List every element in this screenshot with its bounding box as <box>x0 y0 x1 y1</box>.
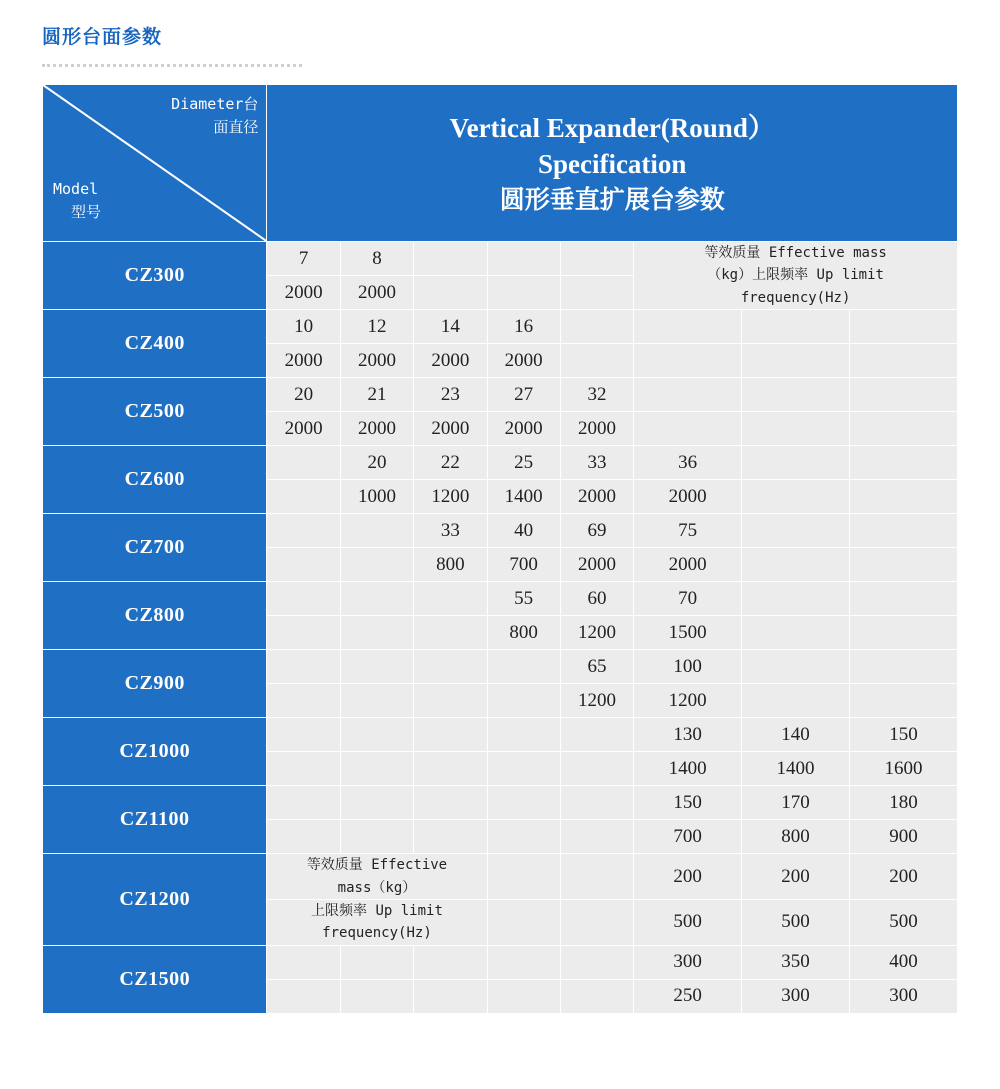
mass-value <box>487 945 560 979</box>
mass-value: 33 <box>560 446 633 480</box>
freq-value <box>267 548 340 582</box>
mass-value: 36 <box>634 446 742 480</box>
freq-value: 2000 <box>414 344 487 378</box>
legend-note-line1: 等效质量 Effective mass <box>704 245 887 261</box>
freq-value: 2000 <box>487 412 560 446</box>
freq-value <box>487 276 560 310</box>
freq-value: 1400 <box>487 480 560 514</box>
freq-value <box>560 820 633 854</box>
spec-table-container <box>42 84 958 1014</box>
freq-value: 1500 <box>634 616 742 650</box>
legend-note-mass-line2: mass（kg） <box>337 879 417 896</box>
header-title-cell <box>267 85 958 242</box>
freq-value: 1200 <box>560 684 633 718</box>
legend-note-mass-line1: 等效质量 Effective <box>306 857 448 874</box>
freq-value: 2000 <box>267 276 340 310</box>
mass-value <box>267 945 340 979</box>
mass-value: 12 <box>340 310 413 344</box>
freq-value: 2000 <box>560 412 633 446</box>
freq-value: 300 <box>850 979 958 1013</box>
model-label: CZ600 <box>43 446 267 514</box>
mass-value <box>850 514 958 548</box>
mass-value <box>487 786 560 820</box>
header-diameter-line1: Diameter台 <box>171 95 259 113</box>
freq-value <box>742 412 850 446</box>
mass-value: 32 <box>560 378 633 412</box>
table-row <box>43 786 958 820</box>
freq-value: 2000 <box>340 412 413 446</box>
freq-value: 800 <box>742 820 850 854</box>
mass-value: 40 <box>487 514 560 548</box>
freq-value <box>560 899 633 945</box>
mass-value <box>560 718 633 752</box>
mass-value <box>560 242 633 276</box>
freq-value: 2000 <box>487 344 560 378</box>
mass-value: 180 <box>850 786 958 820</box>
mass-value <box>414 242 487 276</box>
freq-value <box>340 548 413 582</box>
freq-value <box>487 899 560 945</box>
freq-value <box>742 480 850 514</box>
freq-value <box>340 820 413 854</box>
mass-value <box>850 378 958 412</box>
mass-value: 69 <box>560 514 633 548</box>
freq-value <box>560 276 633 310</box>
freq-value: 1400 <box>634 752 742 786</box>
mass-value: 350 <box>742 945 850 979</box>
spec-table <box>42 84 958 1014</box>
mass-value <box>742 446 850 480</box>
freq-value <box>850 548 958 582</box>
mass-value <box>340 786 413 820</box>
freq-value: 500 <box>742 899 850 945</box>
mass-value <box>267 718 340 752</box>
mass-value <box>742 582 850 616</box>
freq-value <box>560 344 633 378</box>
freq-value: 2000 <box>267 412 340 446</box>
mass-value: 22 <box>414 446 487 480</box>
header-corner-cell <box>43 85 267 242</box>
mass-value <box>742 650 850 684</box>
mass-value: 20 <box>340 446 413 480</box>
mass-value: 10 <box>267 310 340 344</box>
header-model-label <box>53 178 173 223</box>
freq-value: 2000 <box>340 276 413 310</box>
model-label: CZ1500 <box>43 945 267 1013</box>
mass-value <box>487 242 560 276</box>
model-label: CZ1200 <box>43 854 267 946</box>
table-row <box>43 242 958 276</box>
header-diameter-line2: 面直径 <box>213 117 259 136</box>
mass-value: 170 <box>742 786 850 820</box>
mass-value: 14 <box>414 310 487 344</box>
mass-value: 27 <box>487 378 560 412</box>
mass-value <box>340 514 413 548</box>
freq-value: 2000 <box>560 548 633 582</box>
freq-value <box>487 979 560 1013</box>
freq-value <box>487 820 560 854</box>
mass-value <box>487 854 560 900</box>
title-divider <box>42 58 302 67</box>
table-row <box>43 650 958 684</box>
mass-value: 150 <box>634 786 742 820</box>
freq-value <box>634 412 742 446</box>
table-row <box>43 854 958 900</box>
header-diameter-label <box>118 93 258 138</box>
mass-value: 33 <box>414 514 487 548</box>
freq-value <box>340 752 413 786</box>
mass-value <box>850 582 958 616</box>
legend-note-freq <box>267 899 487 945</box>
freq-value: 1600 <box>850 752 958 786</box>
freq-value: 500 <box>634 899 742 945</box>
mass-value <box>850 650 958 684</box>
mass-value <box>487 718 560 752</box>
mass-value <box>634 378 742 412</box>
freq-value <box>850 684 958 718</box>
mass-value <box>850 310 958 344</box>
freq-value <box>414 752 487 786</box>
freq-value: 800 <box>487 616 560 650</box>
freq-value <box>267 979 340 1013</box>
mass-value <box>267 446 340 480</box>
freq-value: 1000 <box>340 480 413 514</box>
freq-value: 1200 <box>414 480 487 514</box>
freq-value <box>850 616 958 650</box>
model-label: CZ500 <box>43 378 267 446</box>
freq-value <box>850 344 958 378</box>
freq-value: 700 <box>487 548 560 582</box>
freq-value <box>414 616 487 650</box>
mass-value <box>742 310 850 344</box>
model-label: CZ1000 <box>43 718 267 786</box>
mass-value: 7 <box>267 242 340 276</box>
mass-value <box>340 650 413 684</box>
legend-note-mass <box>267 854 487 900</box>
mass-value <box>742 378 850 412</box>
freq-value <box>742 548 850 582</box>
mass-value <box>267 582 340 616</box>
freq-value <box>742 616 850 650</box>
freq-value <box>634 344 742 378</box>
legend-note-freq-line2: frequency(Hz) <box>322 925 432 942</box>
freq-value <box>340 684 413 718</box>
legend-note-freq-line1: 上限频率 Up limit <box>311 902 443 919</box>
header-title-line2: Specification <box>537 149 687 180</box>
mass-value <box>340 582 413 616</box>
freq-value <box>414 684 487 718</box>
mass-value <box>340 945 413 979</box>
mass-value: 75 <box>634 514 742 548</box>
mass-value <box>267 650 340 684</box>
freq-value: 1200 <box>560 616 633 650</box>
mass-value: 100 <box>634 650 742 684</box>
mass-value: 20 <box>267 378 340 412</box>
freq-value: 900 <box>850 820 958 854</box>
table-row <box>43 718 958 752</box>
freq-value: 800 <box>414 548 487 582</box>
header-model-line2: 型号 <box>71 202 102 221</box>
freq-value <box>267 684 340 718</box>
freq-value <box>267 752 340 786</box>
freq-value: 2000 <box>560 480 633 514</box>
model-label: CZ700 <box>43 514 267 582</box>
mass-value: 130 <box>634 718 742 752</box>
mass-value: 400 <box>850 945 958 979</box>
mass-value <box>560 854 633 900</box>
freq-value <box>487 684 560 718</box>
freq-value: 2000 <box>414 412 487 446</box>
freq-value <box>267 820 340 854</box>
freq-value <box>340 979 413 1013</box>
mass-value: 300 <box>634 945 742 979</box>
freq-value <box>267 616 340 650</box>
model-label: CZ300 <box>43 242 267 310</box>
table-row <box>43 378 958 412</box>
freq-value <box>414 979 487 1013</box>
freq-value <box>487 752 560 786</box>
mass-value <box>487 650 560 684</box>
legend-note-line3: frequency(Hz) <box>740 289 851 306</box>
mass-value: 23 <box>414 378 487 412</box>
freq-value: 2000 <box>634 480 742 514</box>
page-title: 圆形台面参数 <box>42 26 163 48</box>
mass-value <box>340 718 413 752</box>
table-row <box>43 945 958 979</box>
freq-value: 500 <box>850 899 958 945</box>
mass-value <box>742 514 850 548</box>
freq-value: 250 <box>634 979 742 1013</box>
header-title-line3: 圆形垂直扩展台参数 <box>499 184 725 214</box>
freq-value: 2000 <box>634 548 742 582</box>
mass-value: 55 <box>487 582 560 616</box>
mass-value <box>850 446 958 480</box>
mass-value <box>414 718 487 752</box>
mass-value: 200 <box>634 854 742 900</box>
mass-value <box>414 650 487 684</box>
mass-value: 140 <box>742 718 850 752</box>
freq-value: 700 <box>634 820 742 854</box>
table-row <box>43 446 958 480</box>
model-label: CZ1100 <box>43 786 267 854</box>
freq-value: 2000 <box>340 344 413 378</box>
mass-value <box>560 310 633 344</box>
freq-value: 300 <box>742 979 850 1013</box>
freq-value <box>560 979 633 1013</box>
mass-value <box>414 582 487 616</box>
mass-value <box>560 786 633 820</box>
freq-value <box>560 752 633 786</box>
mass-value <box>267 514 340 548</box>
freq-value <box>742 684 850 718</box>
freq-value <box>267 480 340 514</box>
freq-value: 2000 <box>267 344 340 378</box>
mass-value: 200 <box>850 854 958 900</box>
mass-value: 21 <box>340 378 413 412</box>
model-label: CZ800 <box>43 582 267 650</box>
table-row <box>43 514 958 548</box>
freq-value <box>742 344 850 378</box>
freq-value <box>340 616 413 650</box>
mass-value: 25 <box>487 446 560 480</box>
model-label: CZ400 <box>43 310 267 378</box>
legend-note-line2: （kg）上限频率 Up limit <box>707 267 884 284</box>
legend-note <box>634 242 958 310</box>
freq-value <box>414 276 487 310</box>
mass-value <box>267 786 340 820</box>
freq-value: 1200 <box>634 684 742 718</box>
mass-value: 60 <box>560 582 633 616</box>
freq-value: 1400 <box>742 752 850 786</box>
table-row <box>43 310 958 344</box>
mass-value: 8 <box>340 242 413 276</box>
mass-value: 16 <box>487 310 560 344</box>
mass-value <box>634 310 742 344</box>
mass-value: 150 <box>850 718 958 752</box>
model-label: CZ900 <box>43 650 267 718</box>
mass-value: 70 <box>634 582 742 616</box>
mass-value: 65 <box>560 650 633 684</box>
table-row <box>43 582 958 616</box>
mass-value <box>414 945 487 979</box>
freq-value <box>850 480 958 514</box>
freq-value <box>414 820 487 854</box>
freq-value <box>850 412 958 446</box>
header-title-line1: Vertical Expander(Round） <box>449 112 775 143</box>
header-model-line1: Model <box>53 180 99 198</box>
mass-value <box>560 945 633 979</box>
mass-value: 200 <box>742 854 850 900</box>
mass-value <box>414 786 487 820</box>
